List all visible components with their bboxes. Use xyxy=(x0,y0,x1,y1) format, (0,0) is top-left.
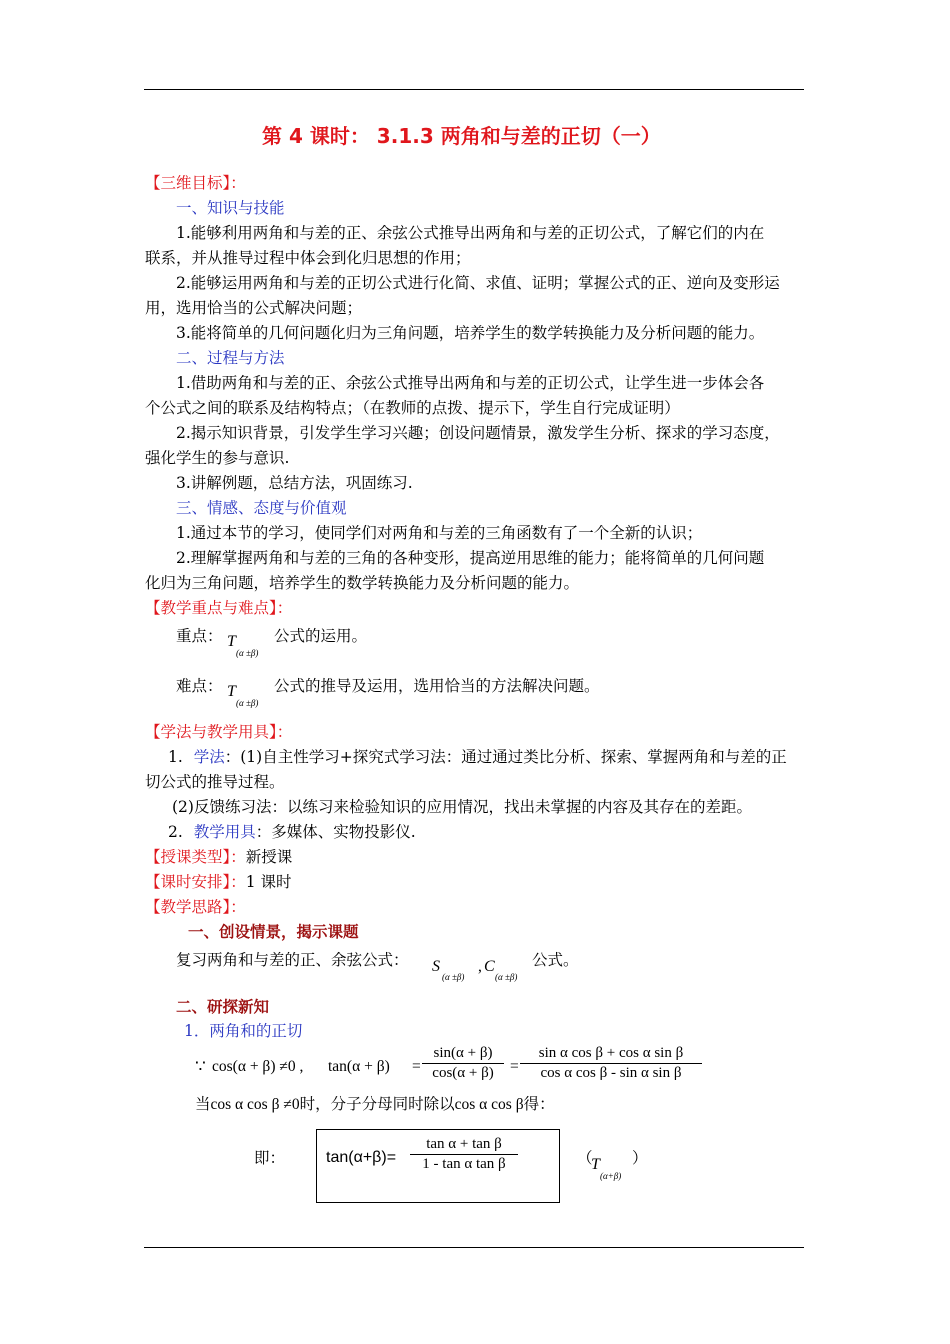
knowledge-header: 一、知识与技能 xyxy=(176,199,285,217)
condition-expr: cos(α + β) ≠0 , xyxy=(212,1058,304,1075)
when-text3: 得： xyxy=(523,1095,555,1113)
when-text2: 时，分子分母同时除以 xyxy=(299,1095,455,1113)
method1-text: ：(1)自主性学习+探究式学习法：通过通过类比分析、探索、掌握两角和与差的正 xyxy=(224,748,787,766)
fraction-sin-cos xyxy=(422,1045,504,1082)
time-value: 1 课时 xyxy=(245,873,292,891)
method2-text: ：多媒体、实物投影仪. xyxy=(255,823,416,841)
when-expr: cos α cos β ≠0 xyxy=(210,1096,300,1113)
e2-line-a: 2.理解掌握两角和与差的三角的各种变形，提高逆用思维的能力；能将简单的几何问题 xyxy=(176,549,765,567)
e1-line: 1.通过本节的学习，使同学们对两角和与差的三角函数有了一个全新的认识； xyxy=(176,524,703,542)
process-header: 二、过程与方法 xyxy=(176,349,285,367)
methods-header: 【学法与教学用具】： xyxy=(145,723,293,741)
e2-line-b: 化归为三角问题，培养学生的数学转换能力及分析问题的能力。 xyxy=(145,574,580,592)
when-text: 当 xyxy=(195,1095,211,1113)
because-symbol: ∵ xyxy=(195,1057,206,1077)
difficulty-symbol-sub: (α ±β) xyxy=(236,698,259,708)
p3-line: 3.讲解例题，总结方法，巩固练习. xyxy=(176,474,413,492)
p2-line-b: 强化学生的参与意识. xyxy=(145,449,290,467)
k1-line-a: 1.能够利用两角和与差的正、余弦公式推导出两角和与差的正切公式，了解它们的内在 xyxy=(176,224,765,242)
boxed-denominator: 1 - tan α tan β xyxy=(422,1156,506,1172)
key-text: 公式的运用。 xyxy=(274,627,368,645)
time-header: 【课时安排】： xyxy=(145,873,246,891)
fraction-expanded-denominator: cos α cos β - sin α sin β xyxy=(540,1065,682,1081)
boxed-fraction xyxy=(410,1136,518,1173)
method1-line-c: (2)反馈练习法：以练习来检验知识的应用情况，找出未掌握的内容及其存在的差距。 xyxy=(172,798,752,816)
fraction-bar xyxy=(422,1063,504,1064)
top-rule xyxy=(144,89,804,90)
difficulty-symbol: T xyxy=(227,683,236,700)
method2-label: 教学用具 xyxy=(193,823,256,841)
method1-label: 学法 xyxy=(193,748,225,766)
page-title: 第 4 课时： 3.1.3 两角和与差的正切（一） xyxy=(262,124,661,148)
equals-2: = xyxy=(510,1058,519,1075)
review-C-sub: (α ±β) xyxy=(495,972,518,982)
k3-line: 3.能将简单的几何问题化归为三角问题，培养学生的数学转换能力及分析问题的能力。 xyxy=(176,324,765,342)
type-value: 新授课 xyxy=(245,848,293,866)
type-line xyxy=(145,847,292,867)
time-line xyxy=(145,872,292,892)
k2-line-a: 2.能够运用两角和与差的正切公式进行化简、求值、证明；掌握公式的正、逆向及变形运 xyxy=(176,274,780,292)
difficulty-label: 难点： xyxy=(176,677,223,695)
fraction-sin-cos-denominator: cos(α + β) xyxy=(432,1065,494,1081)
step2-header: 二、研探新知 xyxy=(176,997,270,1016)
review-tail: 公式。 xyxy=(532,951,579,969)
fraction-bar xyxy=(520,1063,702,1064)
key-point-line xyxy=(176,626,223,646)
k2-line-b: 用，选用恰当的公式解决问题； xyxy=(145,299,363,317)
difficulty-text: 公式的推导及运用，选用恰当的方法解决问题。 xyxy=(274,677,600,695)
when-expr2: cos α cos β xyxy=(454,1096,524,1113)
method2-line xyxy=(168,822,416,842)
review-S: S xyxy=(432,958,440,975)
formula-name-symbol: T xyxy=(591,1156,600,1173)
formula-name-sub: (α+β) xyxy=(600,1171,622,1181)
type-header: 【授课类型】： xyxy=(145,848,246,866)
review-S-sub: (α ±β) xyxy=(442,972,465,982)
ideas-header: 【教学思路】： xyxy=(145,898,246,916)
p1-line-a: 1.借助两角和与差的正、余弦公式推导出两角和与差的正切公式，让学生进一步体会各 xyxy=(176,374,765,392)
formula-name-open: （ xyxy=(577,1149,593,1167)
method1-line-b: 切公式的推导过程。 xyxy=(145,773,285,791)
k1-line-b: 联系，并从推导过程中体会到化归思想的作用； xyxy=(145,249,471,267)
p1-line-b: 个公式之间的联系及结构特点；（在教师的点拨、提示下，学生自行完成证明） xyxy=(145,399,680,417)
p2-line-a: 2.揭示知识背景，引发学生学习兴趣；创设问题情景，激发学生分析、探求的学习态度， xyxy=(176,424,780,442)
sub1-header: 1．两角和的正切 xyxy=(184,1022,303,1040)
ie-label: 即： xyxy=(254,1149,286,1167)
equals-1: = xyxy=(412,1058,421,1075)
fraction-sin-cos-numerator: sin(α + β) xyxy=(433,1045,493,1061)
keypoints-header: 【教学重点与难点】： xyxy=(145,599,293,617)
boxed-numerator: tan α + tan β xyxy=(426,1136,502,1152)
fraction-expanded-numerator: sin α cos β + cos α sin β xyxy=(538,1045,684,1061)
key-label: 重点： xyxy=(176,627,223,645)
key-symbol: T xyxy=(227,633,236,650)
when-line xyxy=(195,1094,555,1115)
review-C: C xyxy=(484,958,495,975)
method1-number: 1. xyxy=(168,748,183,766)
review-text: 复习两角和与差的正、余弦公式： xyxy=(176,951,409,969)
method1-line-a xyxy=(168,747,787,767)
fraction-bar xyxy=(410,1154,518,1155)
objectives-header: 【三维目标】： xyxy=(145,174,246,192)
key-symbol-sub: (α ±β) xyxy=(236,648,259,658)
step1-header: 一、创设情景，揭示课题 xyxy=(188,922,359,941)
method2-number: 2. xyxy=(168,823,183,841)
tan-lhs: tan(α + β) xyxy=(328,1058,390,1075)
formula-name-close: ） xyxy=(632,1149,648,1167)
review-comma: , xyxy=(478,958,482,975)
bottom-rule xyxy=(144,1247,804,1248)
fraction-expanded xyxy=(520,1045,702,1082)
boxed-lhs: tan(α+β)= xyxy=(326,1149,397,1166)
emotion-header: 三、情感、态度与价值观 xyxy=(176,499,347,517)
